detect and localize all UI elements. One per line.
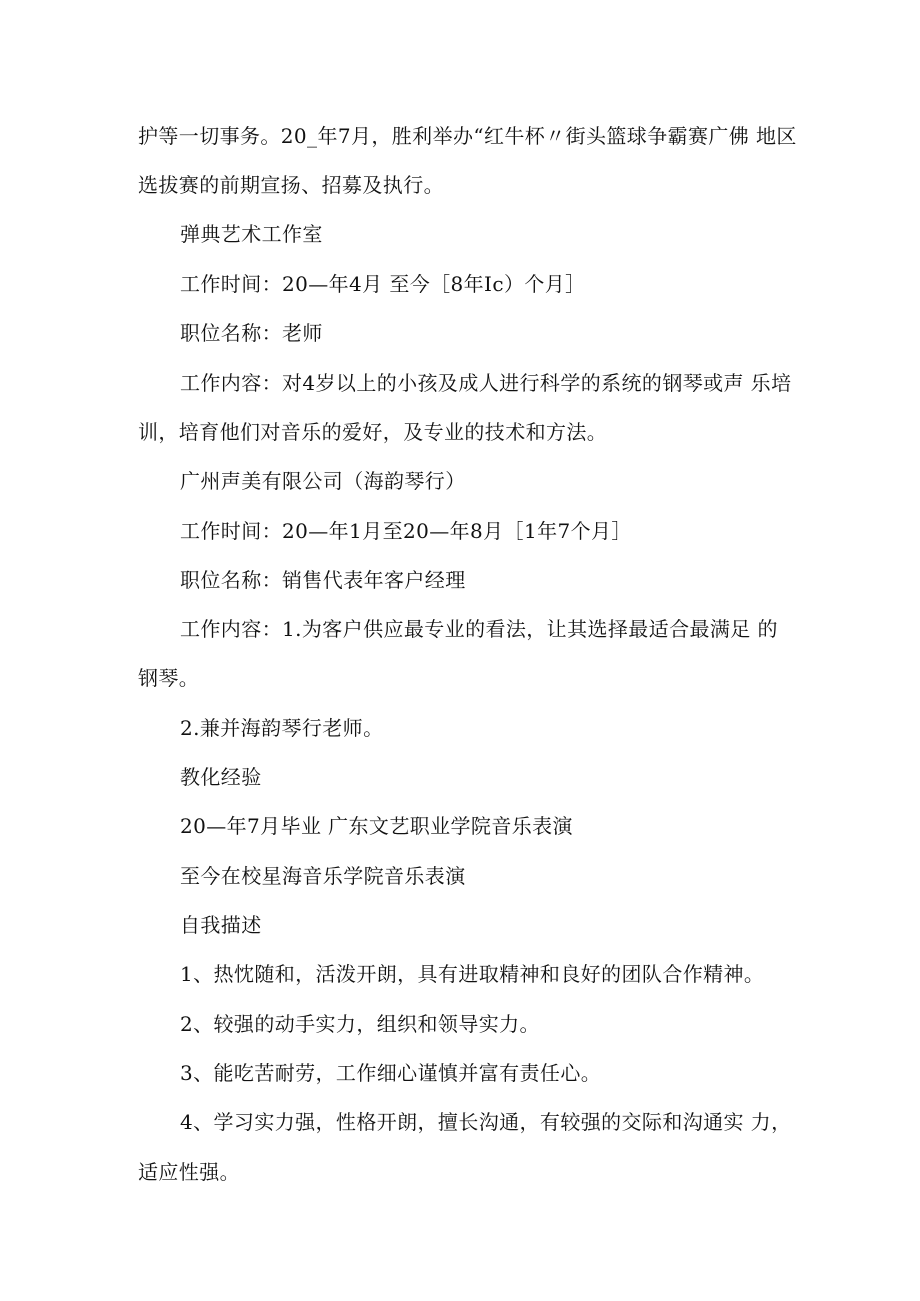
- self-description-item: 2、较强的动手实力，组织和领导实力。: [180, 1012, 540, 1036]
- self-description-item: 4、学习实力强，性格开朗，擅长沟通，有较强的交际和沟通实 力，: [180, 1110, 792, 1134]
- work-content-item: 2.兼并海韵琴行老师。: [180, 716, 384, 740]
- company-heading: 广州声美有限公司（海韵琴行）: [180, 469, 466, 493]
- education-item: 20—年7月毕业 广东文艺职业学院音乐表演: [180, 814, 573, 838]
- work-content: 工作内容：对4岁以上的小孩及成人进行科学的系统的钢琴或声 乐培: [180, 371, 792, 395]
- paragraph-line: 训，培育他们对音乐的爱好，及专业的技术和方法。: [138, 420, 608, 444]
- work-content: 工作内容：1.为客户供应最专业的看法，让其选择最适合最满足 的: [180, 617, 778, 641]
- paragraph-line: 选拔赛的前期宣扬、招募及执行。: [138, 173, 444, 197]
- paragraph-line: 适应性强。: [138, 1160, 240, 1184]
- section-heading-education: 教化经验: [180, 765, 262, 789]
- work-time: 工作时间：20—年1月至20—年8月［1年7个月］: [180, 519, 632, 543]
- job-title: 职位名称：销售代表年客户经理: [180, 568, 466, 592]
- work-time: 工作时间：20—年4月 至今［8年Ic）个月］: [180, 272, 586, 296]
- job-title: 职位名称：老师: [180, 321, 323, 345]
- company-heading: 弹典艺术工作室: [180, 222, 323, 246]
- self-description-item: 3、能吃苦耐劳，工作细心谨慎并富有责任心。: [180, 1061, 602, 1085]
- education-item: 至今在校星海音乐学院音乐表演: [180, 864, 466, 888]
- self-description-item: 1、热忱随和，活泼开朗，具有进取精神和良好的团队合作精神。: [180, 962, 765, 986]
- paragraph-line: 护等一切事务。20_年7月，胜利举办“红牛杯〃街头篮球争霸赛广佛 地区: [138, 124, 797, 148]
- section-heading-self-description: 自我描述: [180, 913, 262, 937]
- paragraph-line: 钢琴。: [138, 666, 200, 690]
